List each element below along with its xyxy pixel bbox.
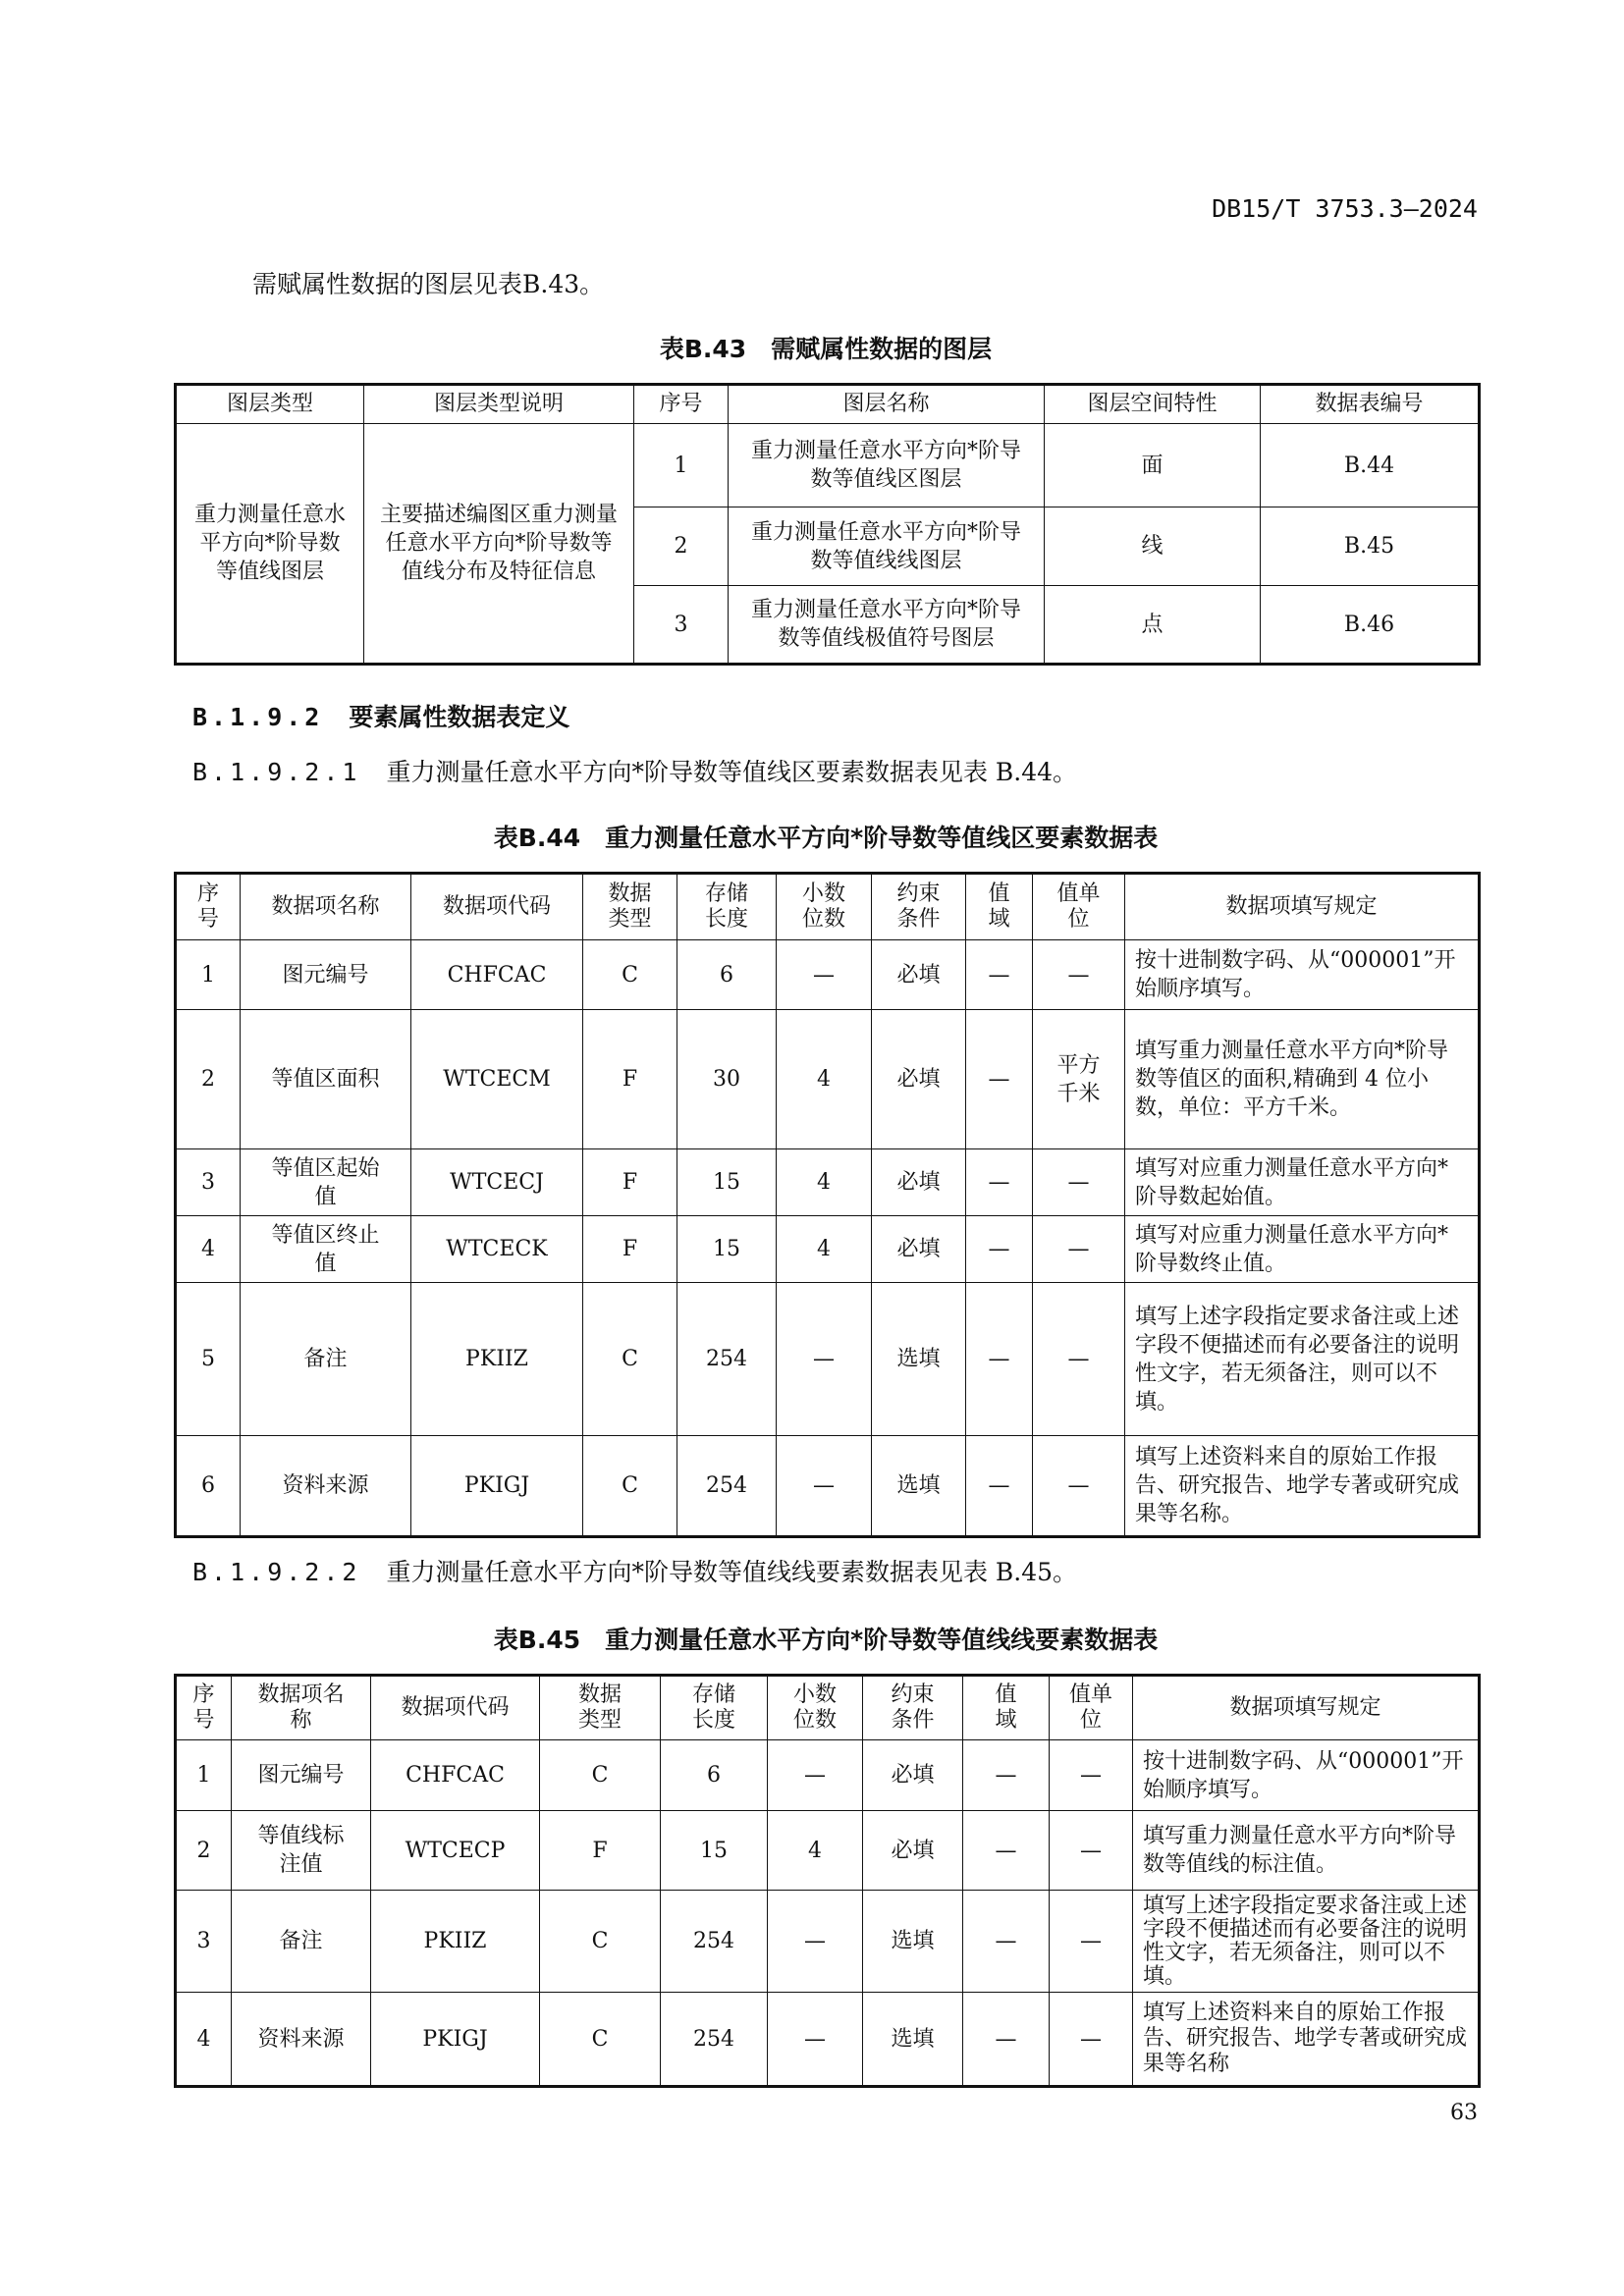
item-name: 等值区起始值 — [241, 1149, 411, 1216]
table-row — [176, 1436, 1480, 1537]
item-constraint: 选填 — [872, 1283, 966, 1436]
item-name: 等值区面积 — [241, 1010, 411, 1149]
item-rule: 填写上述字段指定要求备注或上述字段不便描述而有必要备注的说明性文字，若无须备注，则可以不填。 — [1133, 1891, 1480, 1993]
item-decimals: — — [768, 1740, 863, 1811]
item-constraint: 必填 — [872, 940, 966, 1010]
row-no: 1 — [176, 1740, 232, 1811]
row-no: 3 — [176, 1891, 232, 1993]
item-length: 254 — [661, 1993, 768, 2087]
section-title: 要素属性数据表定义 — [349, 703, 570, 731]
row-no: 6 — [176, 1436, 241, 1537]
item-name: 图元编号 — [232, 1740, 371, 1811]
layer-space: 线 — [1045, 507, 1261, 586]
table-b45 — [174, 1674, 1481, 2088]
header-cell: 图层类型 — [176, 385, 364, 424]
table-row — [176, 1010, 1480, 1149]
item-domain: — — [966, 940, 1033, 1010]
header-cell: 存储长度 — [677, 874, 777, 940]
item-constraint: 必填 — [872, 1149, 966, 1216]
item-code: PKIIZ — [411, 1283, 583, 1436]
item-decimals: 4 — [777, 1149, 872, 1216]
item-rule: 填写重力测量任意水平方向*阶导数等值区的面积,精确到 4 位小数，单位：平方千米。 — [1125, 1010, 1480, 1149]
item-type: C — [583, 1436, 677, 1537]
item-code: PKIGJ — [411, 1436, 583, 1537]
header-cell: 图层名称 — [729, 385, 1045, 424]
row-no: 5 — [176, 1283, 241, 1436]
item-code: WTCECK — [411, 1216, 583, 1283]
header-cell: 值域 — [963, 1676, 1050, 1740]
item-rule: 按十进制数字码、从“000001”开始顺序填写。 — [1125, 940, 1480, 1010]
table-row — [176, 424, 1480, 507]
item-type: F — [583, 1010, 677, 1149]
subsection-1-number: B.1.9.2.1 — [192, 758, 361, 786]
header-cell: 值单位 — [1033, 874, 1125, 940]
item-constraint: 必填 — [863, 1740, 963, 1811]
item-length: 15 — [677, 1149, 777, 1216]
table-b43-caption: 表B.43 需赋属性数据的图层 — [659, 335, 993, 363]
item-type: C — [540, 1993, 661, 2087]
header-cell: 数据项名称 — [232, 1676, 371, 1740]
header-cell: 数据项代码 — [371, 1676, 540, 1740]
item-length: 15 — [677, 1216, 777, 1283]
header-cell: 约束条件 — [863, 1676, 963, 1740]
item-domain: — — [966, 1283, 1033, 1436]
item-unit: — — [1033, 1436, 1125, 1537]
item-unit: — — [1033, 1216, 1125, 1283]
section-heading — [192, 698, 569, 733]
layer-name: 重力测量任意水平方向*阶导数等值线区图层 — [729, 424, 1045, 507]
header-cell: 数据类型 — [540, 1676, 661, 1740]
row-no: 3 — [176, 1149, 241, 1216]
item-domain: — — [966, 1216, 1033, 1283]
item-decimals: — — [777, 940, 872, 1010]
item-name: 等值区终止值 — [241, 1216, 411, 1283]
item-length: 254 — [677, 1283, 777, 1436]
header-cell: 约束条件 — [872, 874, 966, 940]
layer-table-ref: B.44 — [1261, 424, 1480, 507]
table-row — [176, 1891, 1480, 1993]
item-name: 资料来源 — [232, 1993, 371, 2087]
table-row — [176, 1216, 1480, 1283]
layer-desc-cell: 主要描述编图区重力测量任意水平方向*阶导数等值线分布及特征信息 — [364, 424, 634, 665]
item-unit: — — [1050, 1993, 1133, 2087]
item-code: CHFCAC — [411, 940, 583, 1010]
header-cell: 值单位 — [1050, 1676, 1133, 1740]
item-unit: 平方千米 — [1033, 1010, 1125, 1149]
header-cell: 图层类型说明 — [364, 385, 634, 424]
table-b45-caption: 表B.45 重力测量任意水平方向*阶导数等值线线要素数据表 — [493, 1626, 1159, 1654]
layer-space: 面 — [1045, 424, 1261, 507]
table-row — [176, 1993, 1480, 2087]
item-type: C — [540, 1740, 661, 1811]
item-code: WTCECJ — [411, 1149, 583, 1216]
header-cell: 序号 — [176, 1676, 232, 1740]
item-rule: 按十进制数字码、从“000001”开始顺序填写。 — [1133, 1740, 1480, 1811]
header-cell: 数据项填写规定 — [1125, 874, 1480, 940]
row-no: 2 — [176, 1811, 232, 1891]
header-cell: 图层空间特性 — [1045, 385, 1261, 424]
item-unit: — — [1050, 1740, 1133, 1811]
header-cell: 小数位数 — [777, 874, 872, 940]
header-cell: 数据表编号 — [1261, 385, 1480, 424]
item-rule: 填写上述字段指定要求备注或上述字段不便描述而有必要备注的说明性文字，若无须备注，则可以不填。 — [1125, 1283, 1480, 1436]
table-b43 — [174, 383, 1481, 666]
item-code: WTCECM — [411, 1010, 583, 1149]
item-length: 6 — [661, 1740, 768, 1811]
row-no: 1 — [176, 940, 241, 1010]
item-unit: — — [1033, 1149, 1125, 1216]
item-type: F — [540, 1811, 661, 1891]
table-b45-header-row — [176, 1676, 1480, 1740]
item-unit: — — [1033, 940, 1125, 1010]
header-cell: 序号 — [634, 385, 729, 424]
item-code: WTCECP — [371, 1811, 540, 1891]
item-decimals: 4 — [768, 1811, 863, 1891]
layer-table-ref: B.45 — [1261, 507, 1480, 586]
row-no: 4 — [176, 1993, 232, 2087]
item-unit: — — [1050, 1891, 1133, 1993]
subsection-2-paragraph — [192, 1554, 1077, 1591]
header-cell: 序号 — [176, 874, 241, 940]
header-cell: 值域 — [966, 874, 1033, 940]
row-no: 2 — [176, 1010, 241, 1149]
layer-name: 重力测量任意水平方向*阶导数等值线线图层 — [729, 507, 1045, 586]
item-unit: — — [1050, 1811, 1133, 1891]
item-domain: — — [966, 1010, 1033, 1149]
item-code: PKIGJ — [371, 1993, 540, 2087]
page-number: 63 — [1450, 2101, 1478, 2125]
table-row — [176, 940, 1480, 1010]
item-code: PKIIZ — [371, 1891, 540, 1993]
item-type: F — [583, 1216, 677, 1283]
table-row — [176, 1740, 1480, 1811]
item-domain: — — [963, 1891, 1050, 1993]
item-type: F — [583, 1149, 677, 1216]
item-decimals: — — [768, 1891, 863, 1993]
item-type: C — [583, 940, 677, 1010]
table-b43-header-row — [176, 385, 1480, 424]
header-cell: 数据项代码 — [411, 874, 583, 940]
item-decimals: — — [777, 1436, 872, 1537]
row-no: 2 — [634, 507, 729, 586]
item-constraint: 必填 — [872, 1010, 966, 1149]
item-length: 15 — [661, 1811, 768, 1891]
item-length: 254 — [661, 1891, 768, 1993]
header-cell: 存储长度 — [661, 1676, 768, 1740]
header-cell: 小数位数 — [768, 1676, 863, 1740]
subsection-2-number: B.1.9.2.2 — [192, 1558, 361, 1586]
layer-name: 重力测量任意水平方向*阶导数等值线极值符号图层 — [729, 586, 1045, 665]
item-domain: — — [963, 1811, 1050, 1891]
item-constraint: 选填 — [863, 1993, 963, 2087]
item-rule: 填写重力测量任意水平方向*阶导数等值线的标注值。 — [1133, 1811, 1480, 1891]
table-b44-caption: 表B.44 重力测量任意水平方向*阶导数等值线区要素数据表 — [493, 824, 1159, 852]
header-cell: 数据类型 — [583, 874, 677, 940]
header-cell: 数据项填写规定 — [1133, 1676, 1480, 1740]
item-constraint: 必填 — [872, 1216, 966, 1283]
table-b44-header-row — [176, 874, 1480, 940]
item-name: 等值线标注值 — [232, 1811, 371, 1891]
header-cell: 数据项名称 — [241, 874, 411, 940]
item-length: 30 — [677, 1010, 777, 1149]
item-name: 备注 — [232, 1891, 371, 1993]
row-no: 1 — [634, 424, 729, 507]
item-length: 254 — [677, 1436, 777, 1537]
item-code: CHFCAC — [371, 1740, 540, 1811]
layer-table-ref: B.46 — [1261, 586, 1480, 665]
item-decimals: — — [768, 1993, 863, 2087]
item-domain: — — [963, 1993, 1050, 2087]
item-rule: 填写上述资料来自的原始工作报告、研究报告、地学专著或研究成果等名称。 — [1125, 1436, 1480, 1537]
item-name: 资料来源 — [241, 1436, 411, 1537]
table-b44 — [174, 872, 1481, 1538]
row-no: 3 — [634, 586, 729, 665]
item-rule: 填写对应重力测量任意水平方向*阶导数终止值。 — [1125, 1216, 1480, 1283]
layer-space: 点 — [1045, 586, 1261, 665]
table-row — [176, 1283, 1480, 1436]
item-decimals: — — [777, 1283, 872, 1436]
item-constraint: 必填 — [863, 1811, 963, 1891]
subsection-1-paragraph — [192, 754, 1077, 791]
item-type: C — [583, 1283, 677, 1436]
item-decimals: 4 — [777, 1216, 872, 1283]
item-rule: 填写对应重力测量任意水平方向*阶导数起始值。 — [1125, 1149, 1480, 1216]
item-domain: — — [966, 1436, 1033, 1537]
subsection-2-text: 重力测量任意水平方向*阶导数等值线线要素数据表见表 B.45。 — [386, 1558, 1078, 1586]
intro-paragraph: 需赋属性数据的图层见表B.43。 — [252, 270, 605, 298]
row-no: 4 — [176, 1216, 241, 1283]
item-decimals: 4 — [777, 1010, 872, 1149]
item-length: 6 — [677, 940, 777, 1010]
item-constraint: 选填 — [863, 1891, 963, 1993]
item-domain: — — [963, 1740, 1050, 1811]
item-unit: — — [1033, 1283, 1125, 1436]
item-type: C — [540, 1891, 661, 1993]
item-name: 图元编号 — [241, 940, 411, 1010]
layer-type-cell: 重力测量任意水平方向*阶导数等值线图层 — [176, 424, 364, 665]
item-rule: 填写上述资料来自的原始工作报告、研究报告、地学专著或研究成果等名称 — [1133, 1993, 1480, 2087]
document-code: DB15/T 3753.3—2024 — [1212, 194, 1478, 223]
item-domain: — — [966, 1149, 1033, 1216]
item-name: 备注 — [241, 1283, 411, 1436]
item-constraint: 选填 — [872, 1436, 966, 1537]
subsection-1-text: 重力测量任意水平方向*阶导数等值线区要素数据表见表 B.44。 — [386, 758, 1078, 786]
table-row — [176, 1149, 1480, 1216]
section-number: B.1.9.2 — [192, 703, 324, 731]
table-row — [176, 1811, 1480, 1891]
